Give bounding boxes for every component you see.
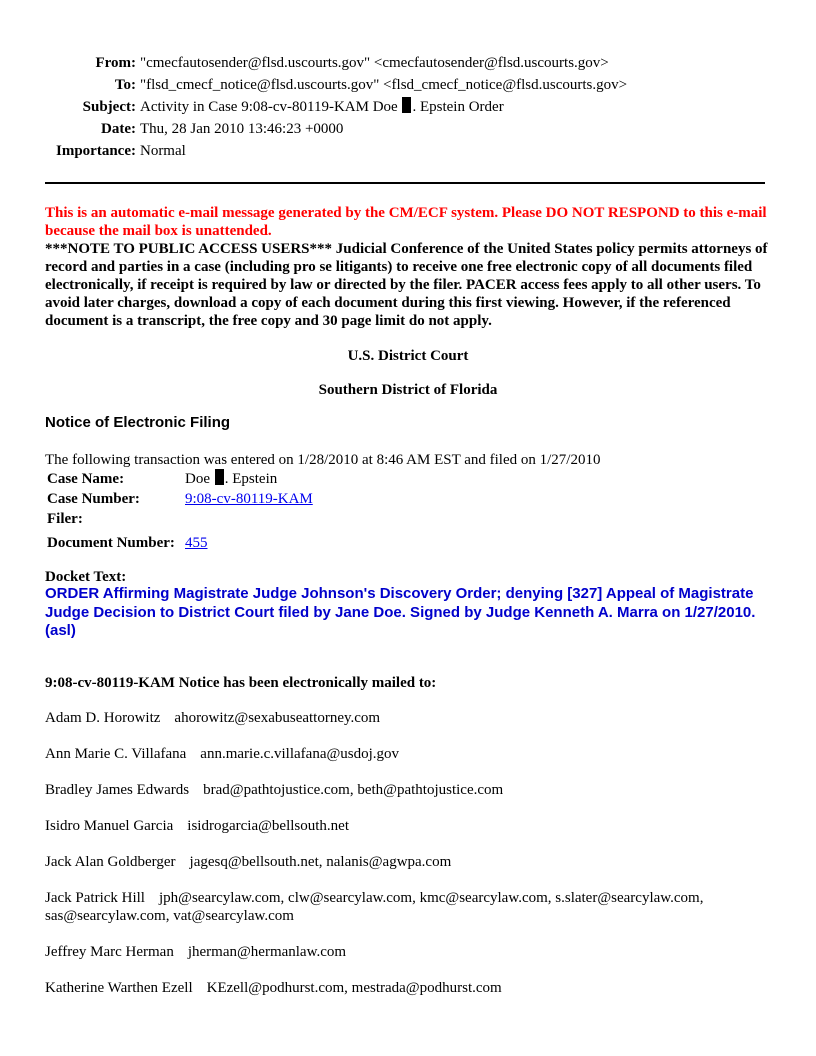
case-name-label: Case Name: (47, 471, 125, 487)
case-name-before: Doe (185, 471, 210, 487)
recipient-emails: brad@pathtojustice.com, beth@pathtojustice.com (203, 782, 504, 798)
importance-value: Normal (139, 143, 186, 159)
docket-text-label: Docket Text: (45, 569, 127, 585)
recipient-entry (45, 817, 775, 835)
subject-text-after: . Epstein Order (412, 99, 504, 115)
case-number-label: Case Number: (47, 491, 140, 507)
from-label: From: (95, 55, 136, 71)
recipient-entry (45, 709, 775, 727)
recipient-emails: ahorowitz@sexabuseattorney.com (174, 710, 381, 726)
recipient-entry (45, 979, 775, 997)
recipient-name: Bradley James Edwards (45, 782, 190, 798)
recipient-emails: ann.marie.c.villafana@usdoj.gov (200, 746, 400, 762)
redaction-block (215, 469, 224, 485)
subject-value (140, 96, 627, 118)
automatic-message-warning: This is an automatic e-mail message generated by the CM/ECF system. Please DO NOT RESPOND to this e-mail because the mail box is unattended. (45, 205, 767, 239)
recipient-entry (45, 853, 775, 871)
recipient-emails: isidrogarcia@bellsouth.net (187, 818, 349, 834)
to-label: To: (114, 77, 136, 93)
recipient-name: Katherine Warthen Ezell (45, 980, 193, 996)
recipient-emails: jherman@hermanlaw.com (187, 944, 347, 960)
mailed-to-heading: 9:08-cv-80119-KAM Notice has been electronically mailed to: (45, 675, 437, 691)
notice-title: Notice of Electronic Filing (45, 414, 231, 431)
from-value: "cmecfautosender@flsd.uscourts.gov" <cmecfautosender@flsd.uscourts.gov> (139, 55, 609, 71)
case-name-after: . Epstein (224, 471, 278, 487)
filer-label: Filer: (47, 511, 83, 527)
recipient-entry (45, 889, 775, 925)
recipient-name: Jack Patrick Hill (45, 890, 145, 906)
recipient-emails: jph@searcylaw.com, clw@searcylaw.com, kmc@searcylaw.com, s.slater@searcylaw.com, sas@searcylaw.com, vat@searcylaw.com (45, 890, 704, 924)
date-label: Date: (101, 121, 136, 137)
recipient-entry (45, 943, 775, 961)
subject-label: Subject: (82, 99, 136, 115)
document-number-link[interactable]: 455 (185, 535, 208, 551)
recipient-name: Jeffrey Marc Herman (45, 944, 174, 960)
to-value: "flsd_cmecf_notice@flsd.uscourts.gov" <flsd_cmecf_notice@flsd.uscourts.gov> (139, 77, 628, 93)
recipient-name: Adam D. Horowitz (45, 710, 161, 726)
recipient-name: Ann Marie C. Villafana (45, 746, 187, 762)
header-divider (45, 182, 765, 184)
subject-text-before: Activity in Case 9:08-cv-80119-KAM Doe (139, 99, 398, 115)
recipient-emails: jagesq@bellsouth.net, nalanis@agwpa.com (189, 854, 452, 870)
case-name-value (183, 469, 313, 489)
document-number-label: Document Number: (47, 535, 175, 551)
public-access-note: ***NOTE TO PUBLIC ACCESS USERS*** Judicial Conference of the United States policy permits attorneys of record and parties in a case (including pro se litigants) to receive one free electronic copy of all documents filed electronically, if receipt is required by law or directed by the filer. PACER access fees apply to all other users. To avoid later charges, download a copy of each document during this first viewing. However, if the referenced document is a transcript, the free copy and 30 page limit do not apply. (45, 241, 768, 329)
docket-text: ORDER Affirming Magistrate Judge Johnson's Discovery Order; denying [327] Appeal of Magistrate Judge Decision to District Court filed by Jane Doe. Signed by Judge Kenneth A. Marra on 1/27/2010. (asl) (45, 585, 756, 639)
importance-label: Importance: (56, 143, 136, 159)
transaction-entered-text: The following transaction was entered on 1/28/2010 at 8:46 AM EST and filed on 1/27/2010 (45, 452, 601, 468)
recipient-entry (45, 745, 775, 763)
recipient-name: Jack Alan Goldberger (45, 854, 176, 870)
date-value: Thu, 28 Jan 2010 13:46:23 +0000 (139, 121, 344, 137)
recipient-entry (45, 781, 775, 799)
recipient-emails: KEzell@podhurst.com, mestrada@podhurst.com (206, 980, 502, 996)
recipient-name: Isidro Manuel Garcia (45, 818, 174, 834)
court-district: Southern District of Florida (318, 382, 498, 398)
redaction-block (402, 97, 411, 113)
filer-value (183, 509, 313, 529)
email-header (56, 52, 627, 162)
case-details (45, 469, 313, 553)
case-number-link[interactable]: 9:08-cv-80119-KAM (185, 491, 313, 507)
court-name: U.S. District Court (347, 348, 469, 364)
